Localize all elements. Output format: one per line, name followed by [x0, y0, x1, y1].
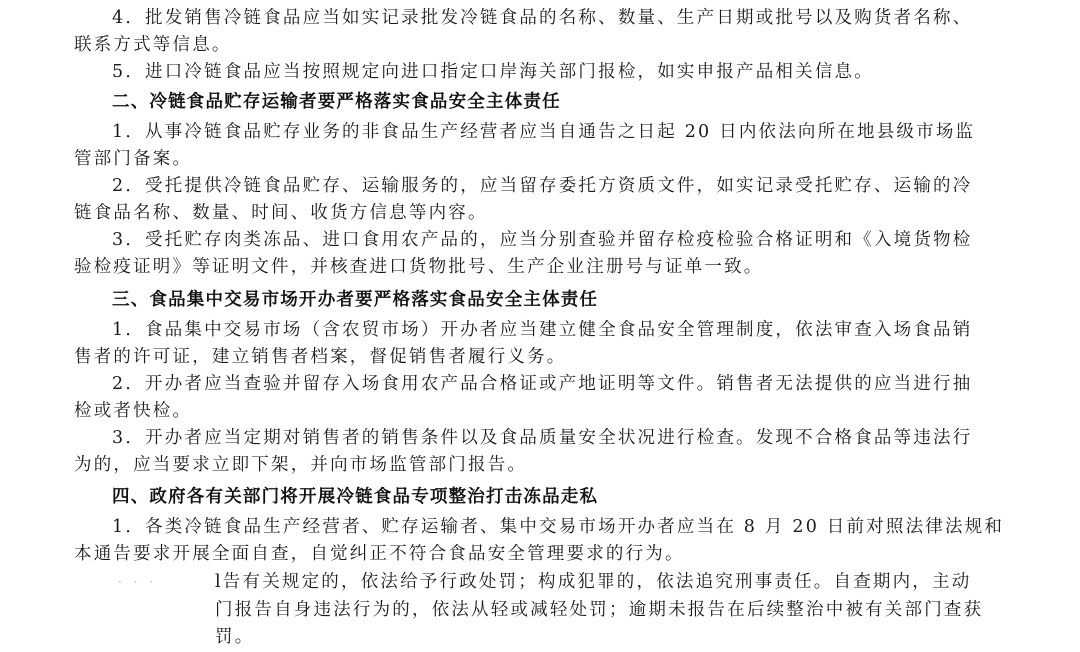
paragraph-line: 为的，应当要求立即下架，并向市场监管部门报告。	[74, 455, 528, 475]
paragraph-line: 检或者快检。	[74, 401, 193, 421]
paragraph-line: 联系方式等信息。	[74, 35, 232, 55]
paragraph-line: 4．批发销售冷链食品应当如实记录批发冷链食品的名称、数量、生产日期或批号以及购货者名称、	[112, 8, 973, 28]
paragraph-line: 2．受托提供冷链食品贮存、运输服务的，应当留存委托方资质文件，如实记录受托贮存、运输的冷	[112, 176, 973, 196]
paragraph-line: 1．从事冷链食品贮存业务的非食品生产经营者应当自通告之日起 20 日内依法向所在地县级市场监	[112, 122, 976, 142]
paragraph-line: 售者的许可证，建立销售者档案，督促销售者履行义务。	[74, 347, 567, 367]
paragraph-line: 3．受托贮存肉类冻品、进口食用农产品的，应当分别查验并留存检疫检验合格证明和《入境货物检	[112, 230, 973, 250]
partial-paragraph-line: 门报告自身违法行为的，依法从轻或减轻处罚；逾期未报告在后续整治中被有关部门查获	[215, 600, 984, 620]
paragraph-line: 链食品名称、数量、时间、收货方信息等内容。	[74, 203, 488, 223]
faint-artifact: · · ·	[118, 575, 158, 589]
paragraph-line: 5．进口冷链食品应当按照规定向进口指定口岸海关部门报检，如实申报产品相关信息。	[112, 62, 874, 82]
paragraph-line: 3．开办者应当定期对销售者的销售条件以及食品质量安全状况进行检查。发现不合格食品等违法行	[112, 428, 973, 448]
paragraph-line: 管部门备案。	[74, 149, 193, 169]
paragraph-line: 本通告要求开展全面自查，自觉纠正不符合食品安全管理要求的行为。	[74, 544, 685, 564]
section-heading: 四、政府各有关部门将开展冷链食品专项整治打击冻品走私	[112, 487, 599, 507]
section-heading: 三、食品集中交易市场开办者要严格落实食品安全主体责任	[112, 290, 599, 310]
partial-paragraph-line: l告有关规定的，依法给予行政处罚；构成犯罪的，依法追究刑事责任。自查期内，主动	[215, 572, 972, 592]
paragraph-line: 1．各类冷链食品生产经营者、贮存运输者、集中交易市场开办者应当在 8 月 20 日前对照法律法规和	[112, 517, 1005, 537]
paragraph-line: 1．食品集中交易市场（含农贸市场）开办者应当建立健全食品安全管理制度，依法审查入场食品销	[112, 320, 973, 340]
section-heading: 二、冷链食品贮存运输者要严格落实食品安全主体责任	[112, 92, 561, 112]
paragraph-line: 2．开办者应当查验并留存入场食用农产品合格证或产地证明等文件。销售者无法提供的应当进行抽	[112, 374, 973, 394]
paragraph-line: 验检疫证明》等证明文件，并核查进口货物批号、生产企业注册号与证单一致。	[74, 257, 764, 277]
partial-paragraph-line: 罚。	[215, 627, 255, 647]
